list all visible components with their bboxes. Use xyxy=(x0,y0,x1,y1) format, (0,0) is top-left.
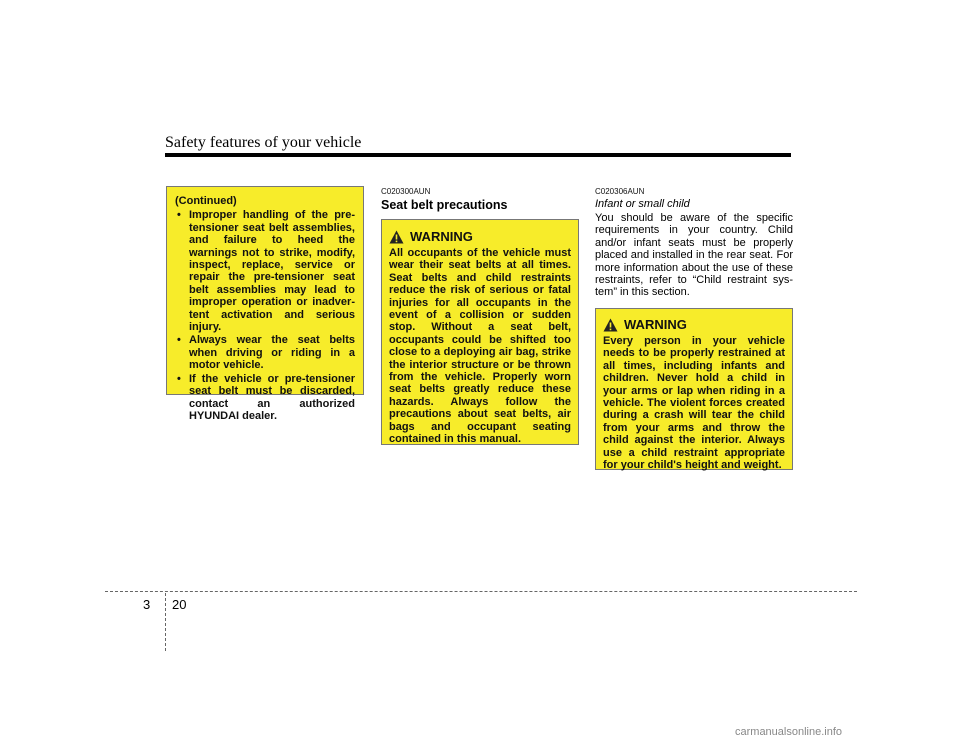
bullet-item xyxy=(175,334,355,371)
bullet-text: Always wear the seat belts when driving or riding in a motor vehicle. xyxy=(189,334,355,372)
warning-label: WARNING xyxy=(624,316,687,332)
header-rule xyxy=(165,153,791,157)
continued-warning-box xyxy=(166,186,364,422)
bullet-dot: • xyxy=(177,209,181,222)
warning-text: Every person in your vehicle needs to be properly restrained at all times, including infants and children. Never hold a child in your arms or lap when riding in a vehicle. The violent forces created during a crash will tear the child from your arms and throw the child against the interior. Always use a child restraint appropriate for your child's height and weight. xyxy=(603,335,785,472)
page-header-title: Safety features of your vehicle xyxy=(165,134,362,151)
watermark: carmanualsonline.info xyxy=(735,726,843,738)
subsection-title: Infant or small child xyxy=(595,198,690,210)
bullet-dot: • xyxy=(177,372,181,385)
warning-text: All occupants of the vehicle must wear their seat belts at all times. Seat belts and child restraints reduce the risk of serious or fatal injuries for all occupants in the event of a collision or sudden stop. Without a seat belt, occupants could be shifted too close to a deploying air bag, strike the interior structure or be thrown from the vehicle. Properly worn seat belts greatly reduce these hazards. Always follow the precautions about seat belts, air bags and occupant seating contained in this manual. xyxy=(389,247,571,446)
body-paragraph: You should be aware of the specific requirements in your country. Child and/or infant seats must be properly placed and installed in the rear seat. For more information about the use of these restraints, refer to “Child restraint system” in this section. xyxy=(595,212,793,299)
warning-header xyxy=(389,230,571,244)
warning-box-seat-belt xyxy=(381,219,579,445)
section-code: C020300AUN xyxy=(381,187,431,196)
footer-vertical-divider xyxy=(165,593,166,651)
warning-box-child xyxy=(595,308,793,470)
warning-header xyxy=(603,318,785,332)
warning-triangle-icon xyxy=(389,230,404,244)
bullet-item xyxy=(175,373,355,423)
page-number: 20 xyxy=(172,597,187,612)
warning-triangle-icon xyxy=(603,318,618,332)
bullet-text: If the vehicle or pre-tensioner seat belt must be discarded, contact an authorized HYUNDAI dealer. xyxy=(189,372,355,422)
bullet-item xyxy=(175,209,355,333)
bullet-list xyxy=(175,209,355,422)
chapter-number: 3 xyxy=(143,597,151,612)
bullet-dot: • xyxy=(177,334,181,347)
footer-divider xyxy=(105,591,857,592)
warning-label: WARNING xyxy=(410,228,473,244)
section-title: Seat belt precautions xyxy=(381,198,508,212)
subsection-code: C020306AUN xyxy=(595,187,645,196)
bullet-text: Improper handling of the pre-tensioner seat belt assemblies, and failure to heed the warnings not to strike, modify, inspect, replace, service or repair the pre-tensioner seat belt assemblies may lead to improper operation or inadvertent activation and serious injury. xyxy=(189,209,355,334)
continued-label: (Continued) xyxy=(175,195,237,207)
